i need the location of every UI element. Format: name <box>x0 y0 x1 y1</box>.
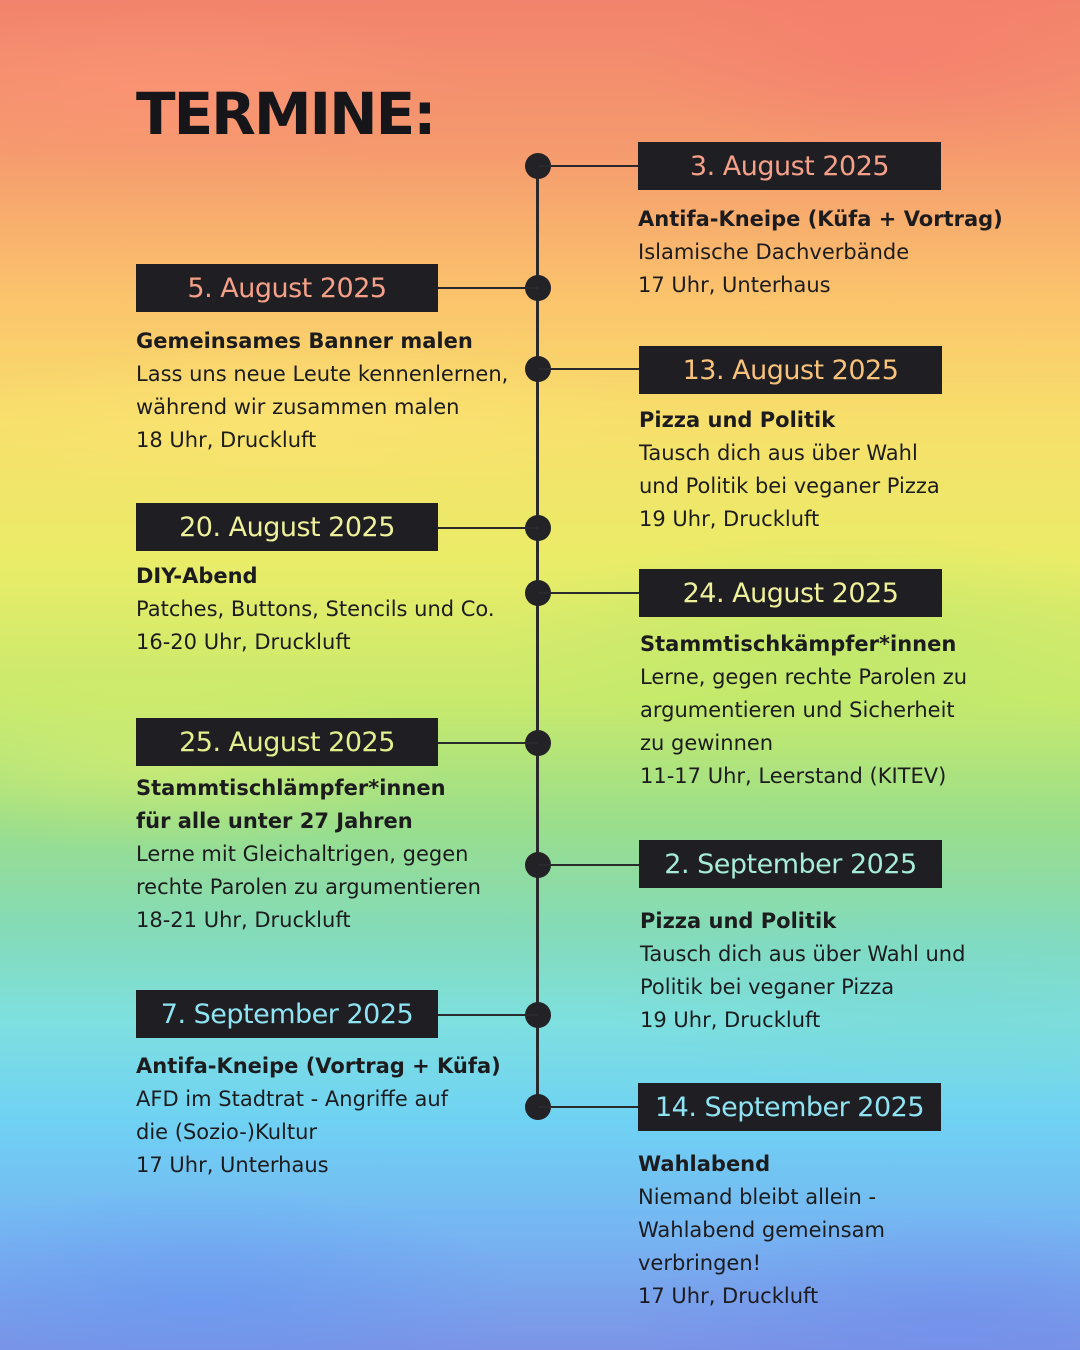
event-detail: Wahlabend gemeinsam <box>638 1218 885 1242</box>
event-info <box>638 203 1003 302</box>
date-badge <box>638 1083 941 1131</box>
event-title: Pizza und Politik <box>639 408 836 432</box>
timeline-connector <box>538 864 640 866</box>
event-detail: Lerne mit Gleichaltrigen, gegen <box>136 842 469 866</box>
page-title: TERMINE: <box>136 80 435 148</box>
timeline-line <box>536 166 539 1108</box>
event-info <box>638 1148 885 1313</box>
event-title: Antifa-Kneipe (Küfa + Vortrag) <box>638 207 1003 231</box>
event-title: Stammtischkämpfer*innen <box>640 632 957 656</box>
event-info <box>136 772 481 937</box>
event-info <box>639 404 940 536</box>
event-info <box>136 1050 501 1182</box>
event-detail: Tausch dich aus über Wahl und <box>640 942 966 966</box>
event-title: Stammtischlämpfer*innen <box>136 776 446 800</box>
event-detail: Niemand bleibt allein - <box>638 1185 877 1209</box>
event-title: Wahlabend <box>638 1152 771 1176</box>
timeline-connector <box>538 165 640 167</box>
event-time-place: 17 Uhr, Unterhaus <box>638 273 831 297</box>
date-badge <box>639 346 942 394</box>
date-badge <box>639 569 942 617</box>
event-detail: Islamische Dachverbände <box>638 240 910 264</box>
timeline-connector <box>436 287 538 289</box>
event-detail: zu gewinnen <box>640 731 774 755</box>
event-time-place: 11-17 Uhr, Leerstand (KITEV) <box>640 764 947 788</box>
date-badge <box>639 840 942 888</box>
event-date: 24. August 2025 <box>682 577 899 609</box>
event-title: Gemeinsames Banner malen <box>136 329 473 353</box>
timeline-connector <box>538 1106 640 1108</box>
event-detail: Tausch dich aus über Wahl <box>639 441 918 465</box>
event-time-place: 19 Uhr, Druckluft <box>640 1008 821 1032</box>
event-time-place: 18 Uhr, Druckluft <box>136 428 317 452</box>
timeline-connector <box>436 527 538 529</box>
event-detail: verbringen! <box>638 1251 762 1275</box>
date-badge <box>136 718 438 766</box>
event-detail: rechte Parolen zu argumentieren <box>136 875 481 899</box>
event-date: 20. August 2025 <box>179 511 395 543</box>
event-detail: während wir zusammen malen <box>136 395 460 419</box>
date-badge <box>638 142 941 190</box>
date-badge <box>136 264 438 312</box>
event-date: 2. September 2025 <box>664 848 917 880</box>
date-badge <box>136 503 438 551</box>
event-title: Pizza und Politik <box>640 909 837 933</box>
event-info <box>136 560 495 659</box>
event-detail: und Politik bei veganer Pizza <box>639 474 940 498</box>
event-detail: AFD im Stadtrat - Angriffe auf <box>136 1087 449 1111</box>
event-detail: Lass uns neue Leute kennenlernen, <box>136 362 509 386</box>
event-detail: Lerne, gegen rechte Parolen zu <box>640 665 968 689</box>
event-date: 3. August 2025 <box>689 150 890 182</box>
event-date: 7. September 2025 <box>160 998 414 1030</box>
timeline-connector <box>538 592 640 594</box>
timeline-connector <box>436 1014 538 1016</box>
event-detail: die (Sozio-)Kultur <box>136 1120 318 1144</box>
date-badge <box>136 990 438 1038</box>
event-date: 14. September 2025 <box>654 1091 925 1123</box>
event-time-place: 17 Uhr, Unterhaus <box>136 1153 329 1177</box>
event-date: 25. August 2025 <box>179 726 395 758</box>
event-time-place: 17 Uhr, Druckluft <box>638 1284 819 1308</box>
event-title: für alle unter 27 Jahren <box>136 809 413 833</box>
event-detail: argumentieren und Sicherheit <box>640 698 955 722</box>
event-time-place: 19 Uhr, Druckluft <box>639 507 820 531</box>
event-date: 5. August 2025 <box>187 272 387 304</box>
event-time-place: 16-20 Uhr, Druckluft <box>136 630 351 654</box>
event-info <box>640 628 967 793</box>
event-time-place: 18-21 Uhr, Druckluft <box>136 908 351 932</box>
event-date: 13. August 2025 <box>682 354 899 386</box>
event-title: DIY-Abend <box>136 564 258 588</box>
event-title: Antifa-Kneipe (Vortrag + Küfa) <box>136 1054 501 1078</box>
timeline-connector <box>538 368 640 370</box>
event-info <box>136 325 508 457</box>
event-detail: Politik bei veganer Pizza <box>640 975 895 999</box>
timeline-connector <box>436 742 538 744</box>
event-detail: Patches, Buttons, Stencils und Co. <box>136 597 495 621</box>
event-info <box>640 905 965 1037</box>
